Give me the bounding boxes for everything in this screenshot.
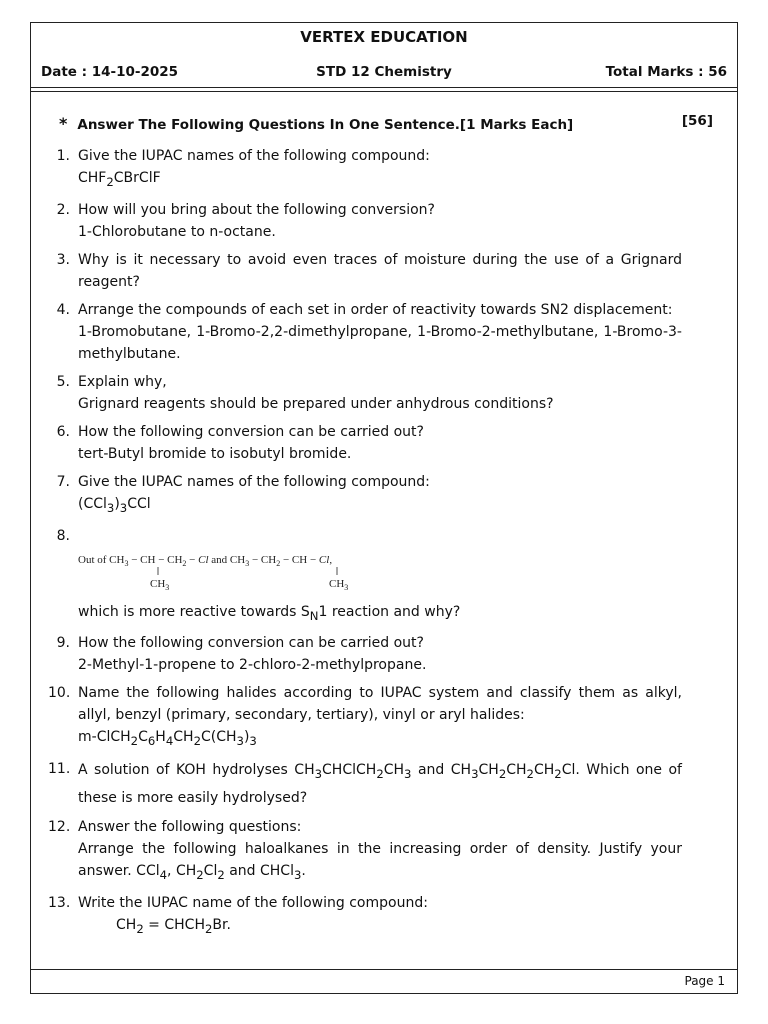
- formula: $m-ClCH_2C_6H_4CH_2C(CH_3)_3$: [78, 729, 257, 749]
- structure-figure: [78, 553, 408, 597]
- exam-subject: STD 12 Chemistry: [316, 64, 452, 80]
- formula: $CH_2$ = $CHCH_2Br$.: [116, 916, 231, 936]
- formula: $(CCl_3)_3CCl$: [78, 495, 151, 515]
- svg-text:CH3: $CH_3$: [329, 577, 349, 592]
- institute-name: VERTEX EDUCATION: [300, 28, 468, 46]
- divider: [31, 87, 737, 88]
- divider: [31, 91, 737, 92]
- page-number: Page 1: [684, 974, 725, 988]
- question-10: 10. Name the following halides according to IUPAC system and classify them as alkyl, allyl, benzyl (primary, secondary, tertiary), vinyl or aryl halides: $m-ClCH_2C_6H_4CH_2C(CH_3)_3$: [48, 682, 682, 752]
- question-13: 13. Write the IUPAC name of the following compound: $CH_2$ = $CHCH_2Br$.: [48, 892, 682, 940]
- question-11: 11. A solution of KOH hydrolyses $CH_3CHClCH_2CH_3$ and $CH_3CH_2CH_2CH_2Cl$. Which one of these is more easily hydrolysed?: [48, 761, 682, 806]
- divider: [31, 969, 737, 970]
- exam-paper: [30, 22, 738, 994]
- question-8: 8. Out of $CH_3$ − CH − $CH_2 - Cl$ and $CH_3 - CH_2$ − CH − Cl, $CH_3$ $CH_3$ which is more reactive towards $S_N1$ reaction and why?: [56, 527, 461, 623]
- total-marks: Total Marks : 56: [605, 64, 727, 80]
- question-6: 6. How the following conversion can be carried out? tert-Butyl bromide to isobutyl bromide.: [56, 423, 424, 462]
- section-marks: [56]: [681, 113, 713, 129]
- question-4: 4. Arrange the compounds of each set in order of reactivity towards SN2 displacement: 1-Bromobutane, 1-Bromo-2,2-dimethylpropane, 1-Bromo-2-methylbutane, 1-Bromo-3-methylbutane.: [56, 301, 682, 362]
- question-1: 1. Give the IUPAC names of the following compound: $CHF_2CBrClF$: [48, 145, 682, 193]
- exam-date: Date : 14-10-2025: [41, 64, 179, 80]
- section-heading: [59, 114, 713, 133]
- svg-text:Out of CH3 − CH − CH2 − Cl and: Out of $CH_3$ − CH − $CH_2 - Cl$ and $CH_3 - CH_2$ − CH − Cl,: [78, 553, 333, 568]
- formula: $CHF_2CBrClF$: [78, 170, 161, 189]
- question-12: 12. Answer the following questions: Arrange the following haloalkanes in the increasing order of density. Justify your answer. CCl$_4$, $CH_2Cl_2$ and CHCl$_3$.: [48, 818, 682, 882]
- question-9: 9. How the following conversion can be carried out? 2-Methyl-1-propene to 2-chloro-2-methylpropane.: [56, 635, 427, 674]
- question-7: 7. Give the IUPAC names of the following compound: $(CCl_3)_3CCl$: [48, 471, 682, 519]
- question-3: 3. Why is it necessary to avoid even traces of moisture during the use of a Grignard reagent?: [56, 251, 682, 290]
- section-title: Answer The Following Questions In One Sentence.[1 Marks Each]: [77, 117, 574, 133]
- svg-text:CH3: $CH_3$: [150, 577, 170, 592]
- question-list: [48, 145, 682, 946]
- question-2: 2. How will you bring about the following conversion? 1-Chlorobutane to n-octane.: [56, 201, 435, 240]
- star-icon: *: [59, 114, 68, 133]
- question-5: 5. Explain why, Grignard reagents should be prepared under anhydrous conditions?: [56, 373, 554, 412]
